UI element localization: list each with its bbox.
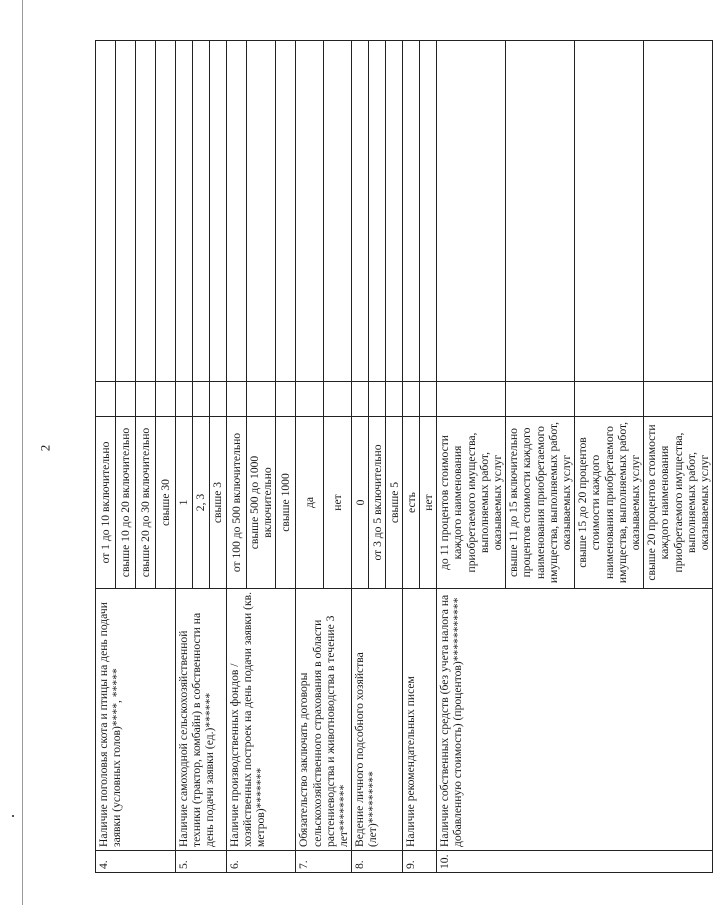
condition-cell: от 100 до 500 включительно <box>227 417 247 589</box>
points-cell <box>227 382 247 417</box>
row-number: 9. <box>403 851 437 873</box>
condition-cell: свыше 20 до 30 включительно <box>136 417 156 589</box>
table-row <box>227 41 247 873</box>
blank-cell <box>276 41 296 382</box>
condition-cell: свыше 11 до 15 включительно процентов стоимости каждого наименования приобретаемого имущества, выполняемых работ, оказываемых услуг <box>506 417 575 589</box>
table-row <box>296 41 324 873</box>
points-cell <box>193 382 210 417</box>
condition-cell: 0 <box>352 417 369 589</box>
row-number: 5. <box>176 851 227 873</box>
blank-cell <box>324 41 352 382</box>
table-row <box>352 41 369 873</box>
points-cell <box>176 382 193 417</box>
row-number: 4. <box>96 851 176 873</box>
condition-cell: свыше 30 <box>156 417 176 589</box>
points-cell <box>352 382 369 417</box>
blank-cell <box>369 41 386 382</box>
blank-cell <box>644 41 713 382</box>
blank-cell <box>420 41 437 382</box>
criteria-table <box>95 40 713 873</box>
condition-cell: до 11 процентов стоимости каждого наименования приобретаемого имущества, выполняемых работ, оказываемых услуг <box>437 417 506 589</box>
blank-cell <box>136 41 156 382</box>
blank-cell <box>96 41 116 382</box>
blank-cell <box>210 41 227 382</box>
row-number: 10. <box>437 851 713 873</box>
blank-cell <box>176 41 193 382</box>
condition-cell: есть <box>403 417 420 589</box>
table-row <box>176 41 193 873</box>
condition-cell: свыше 15 до 20 процентов стоимости каждого наименования приобретаемого имущества, выполняемых работ, оказываемых услуг <box>575 417 644 589</box>
points-cell <box>437 382 506 417</box>
table-row <box>437 41 506 873</box>
row-number: 6. <box>227 851 296 873</box>
blank-cell <box>247 41 276 382</box>
points-cell <box>247 382 276 417</box>
points-cell <box>210 382 227 417</box>
row-number: 7. <box>296 851 352 873</box>
blank-cell <box>116 41 136 382</box>
blank-cell <box>296 41 324 382</box>
criterion-text: Ведение личного подсобного хозяйства (лет)********* <box>352 589 403 851</box>
condition-cell: свыше 500 до 1000 включительно <box>247 417 276 589</box>
points-cell <box>116 382 136 417</box>
blank-cell <box>352 41 369 382</box>
points-cell <box>386 382 403 417</box>
points-cell <box>644 382 713 417</box>
blank-cell <box>193 41 210 382</box>
points-cell <box>575 382 644 417</box>
blank-cell <box>227 41 247 382</box>
rotated-table-wrapper <box>95 40 712 873</box>
blank-cell <box>386 41 403 382</box>
points-cell <box>136 382 156 417</box>
condition-cell: от 1 до 10 включительно <box>96 417 116 589</box>
criterion-text: Наличие самоходной сельскохозяйственной техники (трактор, комбайн) в собственности на день подачи заявки (ед.)****** <box>176 589 227 851</box>
points-cell <box>403 382 420 417</box>
points-cell <box>420 382 437 417</box>
blank-cell <box>575 41 644 382</box>
points-cell <box>324 382 352 417</box>
points-cell <box>276 382 296 417</box>
criterion-text: Наличие поголовья скота и птицы на день подачи заявки (условных голов)****, ***** <box>96 589 176 851</box>
blank-cell <box>437 41 506 382</box>
scan-edge-line <box>22 0 23 905</box>
row-number: 8. <box>352 851 403 873</box>
criterion-text: Наличие собственных средств (без учета налога на добавленную стоимость) (процентов)*********** <box>437 589 713 851</box>
table-row <box>403 41 420 873</box>
criterion-text: Обязательство заключать договоры сельскохозяйственного страхования в области растениеводства и животноводства в течение 3 лет******** <box>296 589 352 851</box>
condition-cell: свыше 10 до 20 включительно <box>116 417 136 589</box>
criterion-text: Наличие рекомендательных писем <box>403 589 437 851</box>
condition-cell: свыше 5 <box>386 417 403 589</box>
points-cell <box>296 382 324 417</box>
condition-cell: свыше 3 <box>210 417 227 589</box>
page-number: 2 <box>37 444 53 452</box>
blank-cell <box>403 41 420 382</box>
criterion-text: Наличие производственных фондов / хозяйственных построек на день подачи заявки (кв. метров)******* <box>227 589 296 851</box>
condition-cell: нет <box>324 417 352 589</box>
blank-cell <box>506 41 575 382</box>
scan-speck <box>12 815 14 817</box>
condition-cell: 2, 3 <box>193 417 210 589</box>
points-cell <box>369 382 386 417</box>
condition-cell: да <box>296 417 324 589</box>
condition-cell: нет <box>420 417 437 589</box>
condition-cell: 1 <box>176 417 193 589</box>
condition-cell: свыше 1000 <box>276 417 296 589</box>
points-cell <box>156 382 176 417</box>
points-cell <box>506 382 575 417</box>
blank-cell <box>156 41 176 382</box>
table-row <box>96 41 116 873</box>
condition-cell: от 3 до 5 включительно <box>369 417 386 589</box>
condition-cell: свыше 20 процентов стоимости каждого наименования приобретаемого имущества, выполняемых работ, оказываемых услуг <box>644 417 713 589</box>
points-cell <box>96 382 116 417</box>
